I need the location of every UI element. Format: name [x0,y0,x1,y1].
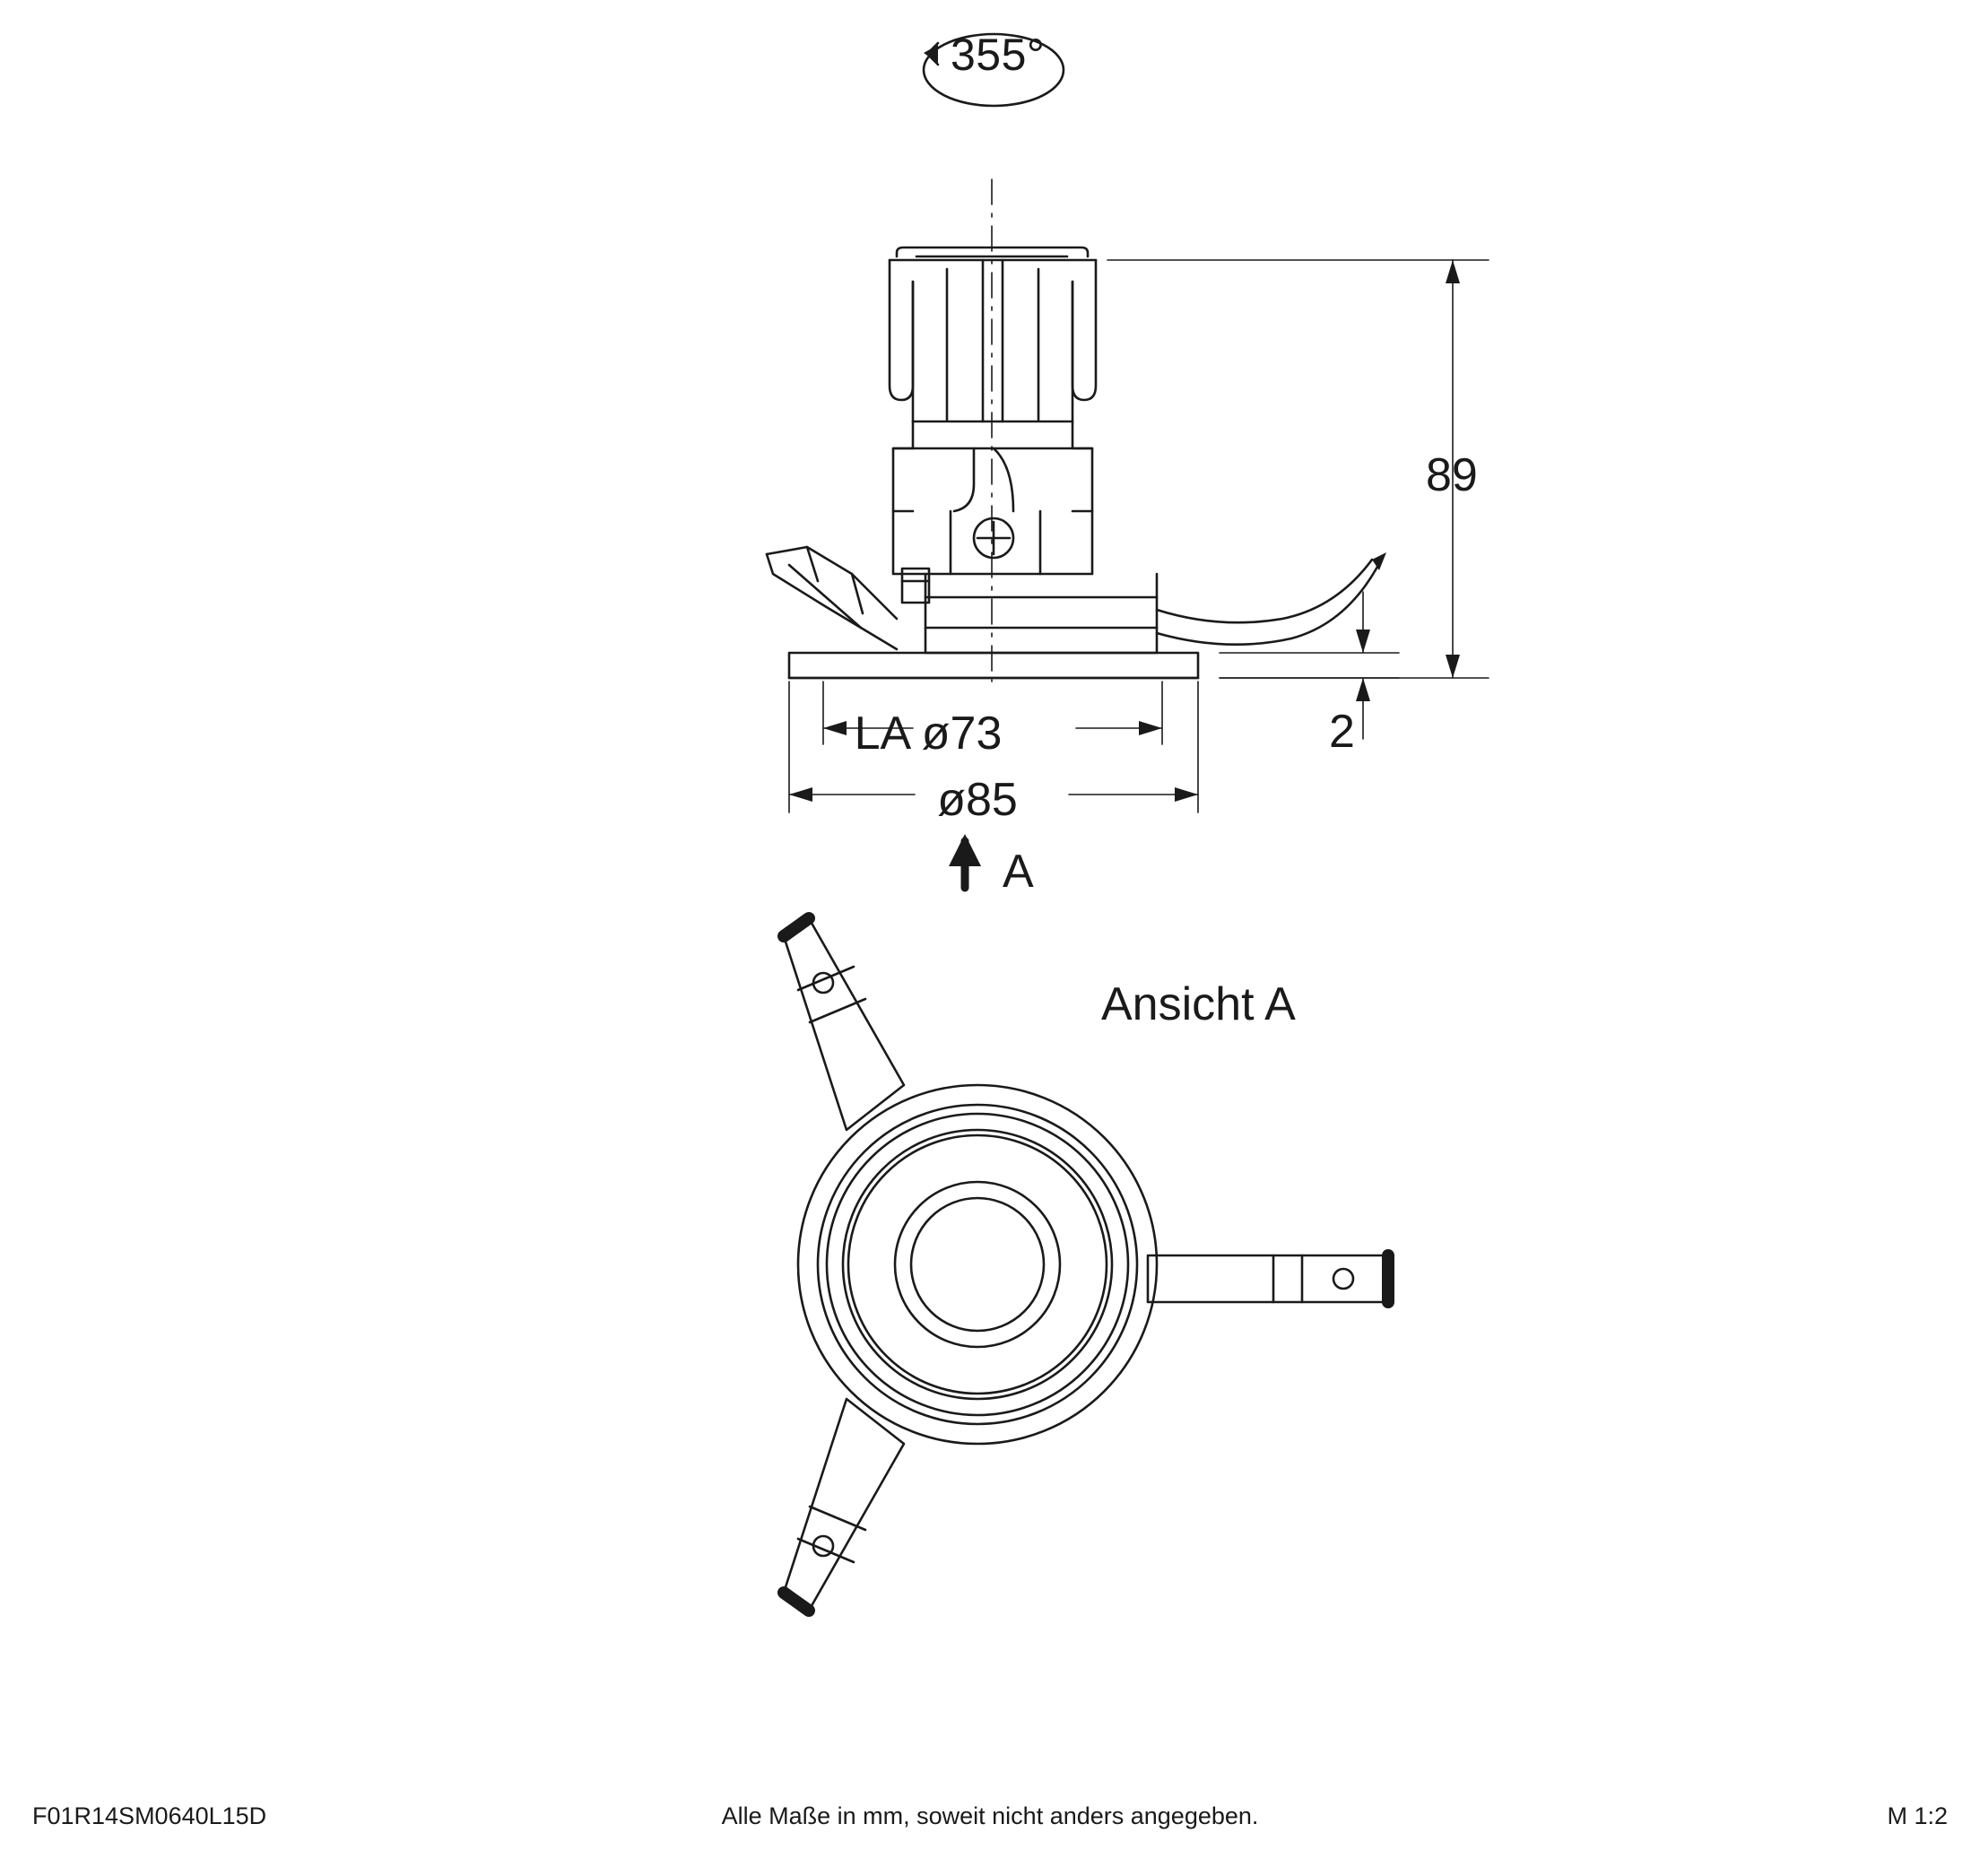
spring-clip-left [767,547,897,649]
cable [1157,552,1386,645]
screw-detail [974,518,1013,558]
view-arrow-a [949,834,981,888]
rotation-label: 355° [951,30,1046,80]
dimension-2 [1220,592,1399,739]
spring-clip-plan-right [1148,1255,1392,1302]
view-title: Ansicht A [1101,978,1296,1030]
spring-clip-plan-lower-left [784,1399,904,1611]
dimension-label-height: 89 [1426,449,1478,501]
scale-label: M 1:2 [1887,1802,1948,1829]
luminaire-side-view [767,248,1386,678]
dimension-label-cutout: LA ø73 [854,708,1003,760]
units-note: Alle Maße in mm, soweit nicht anders angegeben. [721,1802,1259,1829]
dimension-label-outer: ø85 [937,774,1018,826]
luminaire-plan-view [784,918,1392,1611]
view-arrow-label: A [1003,846,1034,898]
dimension-label-flange: 2 [1329,706,1355,758]
spring-clip-plan-upper-left [784,918,904,1130]
part-number: F01R14SM0640L15D [32,1802,267,1829]
